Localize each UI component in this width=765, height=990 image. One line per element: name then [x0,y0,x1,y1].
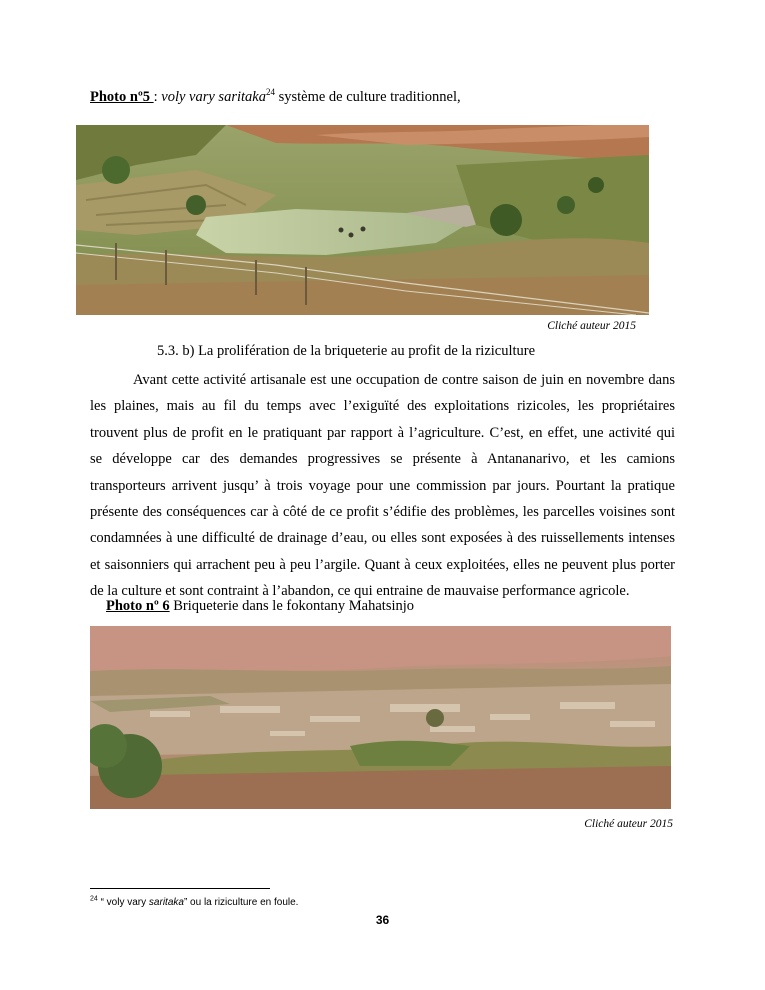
footnote-number: 24 [90,895,98,903]
photo6-title: Briqueterie dans le fokontany Mahatsinjo [169,598,415,614]
photo5-title-rest: système de culture traditionnel, [274,89,461,105]
body-paragraph [90,367,675,605]
footnote-separator [90,888,270,889]
paragraph-line: et saisonniers qui arrachent peu à peu l’argile. Quant à ceux exploitées, elles ne peuvent plus porter [90,556,675,573]
footnote-text-italic: saritaka [148,897,184,908]
page-number: 36 [375,913,390,927]
photo5-title-italic: voly vary saritaka [161,89,266,105]
footnote-text-end: ” ou la riziculture en foule. [183,897,299,908]
photo5-label: Photo nº5 [90,89,154,105]
photo6-brickworks-image [90,626,671,809]
paragraph-line: Avant cette activité artisanale est une occupation de contre saison de juin en novembre dans [133,372,675,388]
footnote-text-start: “ voly vary [97,897,149,908]
paragraph-line: présente des conséquences car à côté de ce profit s’édifie des problèmes, les parcelles voisines sont [90,503,675,520]
paragraph-line: les plaines, mais au fil du temps avec l’exiguïté des exploitations rizicoles, les propriétaires [90,398,675,415]
paragraph-line: se développe car des demandes progressives se présente à Antananarivo, et les camions [90,451,675,468]
photo6-label: Photo nº 6 [106,598,170,614]
paragraph-line: trouvent plus de profit en le pratiquant par rapport à l’agriculture. C’est, en effet, une activité qui [90,424,675,441]
paragraph-line: condamnées à une difficulté de drainage d’eau, ou elles sont exposées à des ruissellements intenses [90,530,675,547]
photo6-caption [106,598,414,615]
photo6-credit: Cliché auteur 2015 [584,818,673,830]
paragraph-line: transporteurs arrivent jusqu’ à trois voyage pour une commission par jours. Pourtant la pratique [90,477,675,494]
photo5-credit: Cliché auteur 2015 [547,320,636,332]
photo5-caption [90,89,461,106]
photo5-separator: : [153,89,162,105]
footnote-reference[interactable]: 24 [265,87,275,98]
photo5-rice-field-image [76,125,649,315]
paragraph-line: de la culture et sont contraint à l’abandon, ce qui entraine de mauvaise performance agricole. [90,583,630,600]
footnote [90,897,298,908]
section-heading: 5.3. b) La prolifération de la briqueterie au profit de la riziculture [157,343,536,359]
